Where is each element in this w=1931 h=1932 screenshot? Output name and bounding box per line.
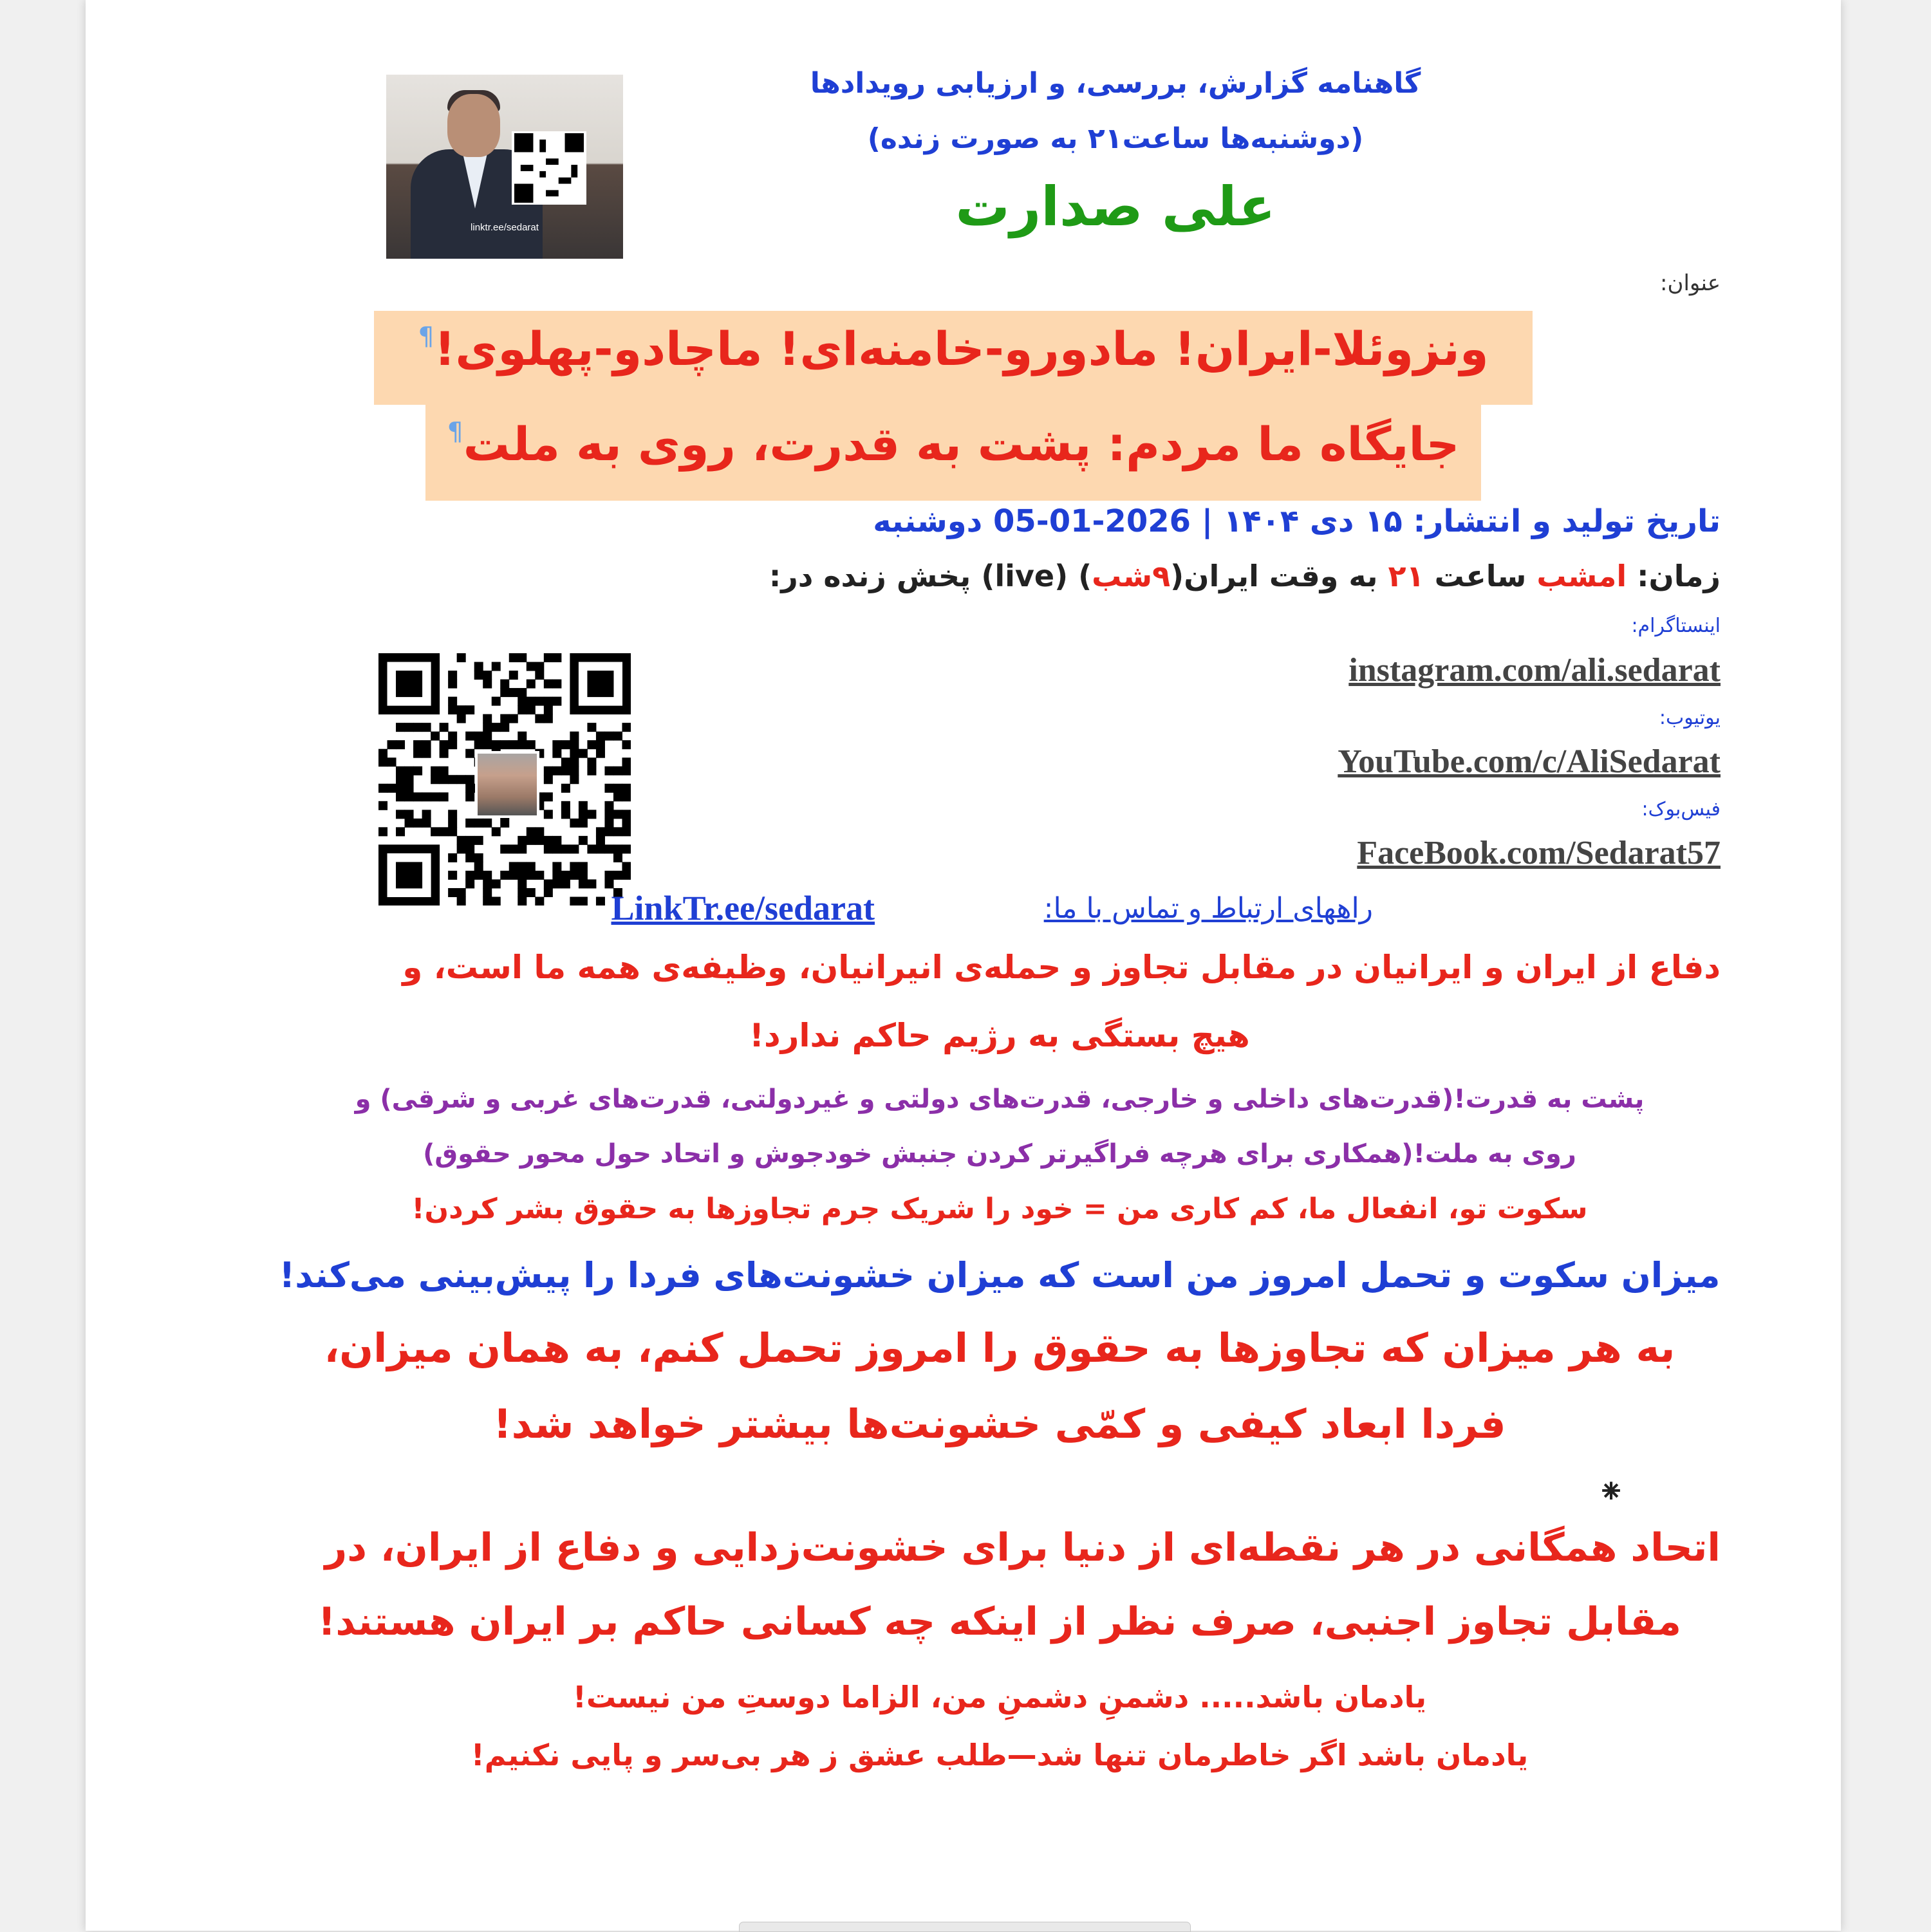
- broadcast-time: زمان: امشب ساعت ۲۱ به وقت ایران(۹شب) (live) پخش زنده در:: [769, 559, 1721, 593]
- reminder-love: یادمان باشد اگر خاطرمان تنها شد—طلب عشق ز هر بی‌سر و پایی نکنیم!: [471, 1738, 1529, 1772]
- publish-date: تاریخ تولید و انتشار: ۱۵ دی ۱۴۰۴ | 2026-01-05 دوشنبه: [873, 503, 1721, 539]
- title-line-2: جایگاه ما مردم: پشت به قدرت، روی به ملت¶: [447, 417, 1460, 471]
- asterisk-divider: ⁕: [1597, 1472, 1625, 1511]
- linktree-link[interactable]: LinkTr.ee/sedarat: [611, 889, 875, 927]
- paragraph-power-line-2: روی به ملت!(همکاری برای هرچه فراگیرتر کردن جنبش خودجوش و اتحاد حول محور حقوق): [423, 1139, 1576, 1169]
- paragraph-silence: سکوت تو، انفعال ما، کم کاری من = خود را شریک جرم تجاوزها به حقوق بشر کردن!: [411, 1193, 1588, 1225]
- pilcrow-mark: ¶: [418, 322, 434, 351]
- facebook-link[interactable]: FaceBook.com/Sedarat57: [1357, 835, 1721, 871]
- document-page: [86, 0, 1841, 1931]
- paragraph-unity-line-2: مقابل تجاوز اجنبی، صرف نظر از اینکه چه کسانی حاکم بر ایران هستند!: [317, 1599, 1682, 1644]
- linktree-qr-code: [378, 653, 631, 906]
- paragraph-defense-line-2: هیچ بستگی به رژیم حاکم ندارد!: [749, 1017, 1250, 1054]
- author-photo: [386, 75, 623, 259]
- title-line-1: ونزوئلا-ایران! مادورو-خامنه‌ای! ماچادو-پهلوی!¶: [418, 322, 1489, 376]
- paragraph-violence-line-2: فردا ابعاد کیفی و کمّی خشونت‌ها بیشتر خواهد شد!: [493, 1400, 1506, 1447]
- reminder-enemy: یادمان باشد..... دشمنِ دشمنِ من، الزاما دوستِ من نیست!: [572, 1680, 1427, 1714]
- youtube-link[interactable]: YouTube.com/c/AliSedarat: [1338, 743, 1721, 780]
- header-line-2: (دوشنبه‌ها ساعت۲۱ به صورت زنده): [867, 122, 1364, 155]
- photo-caption: linktr.ee/sedarat: [471, 222, 539, 233]
- instagram-link[interactable]: instagram.com/ali.sedarat: [1348, 652, 1721, 689]
- paragraph-defense-line-1: دفاع از ایران و ایرانیان در مقابل تجاوز و حمله‌ی انیرانیان، وظیفه‌ی همه ما است، و: [402, 949, 1721, 986]
- contact-label[interactable]: راههای ارتباط و تماس با ما:: [1043, 892, 1373, 925]
- author-name: علی صدارت: [955, 175, 1276, 238]
- pilcrow-mark: ¶: [447, 417, 463, 447]
- instagram-label: اینستاگرام:: [1631, 615, 1721, 637]
- paragraph-tolerance: میزان سکوت و تحمل امروز من است که میزان خشونت‌های فردا را پیش‌بینی می‌کند!: [279, 1255, 1721, 1296]
- youtube-label: یوتیوب:: [1659, 707, 1721, 729]
- facebook-label: فیس‌بوک:: [1641, 798, 1721, 821]
- paragraph-violence-line-1: به هر میزان که تجاوزها به حقوق را امروز تحمل کنم، به همان میزان،: [324, 1324, 1675, 1371]
- subject-label: عنوان:: [1660, 270, 1721, 296]
- paragraph-unity-line-1: اتحاد همگانی در هر نقطه‌ای از دنیا برای خشونت‌زدایی و دفاع از ایران، در: [324, 1525, 1721, 1570]
- paragraph-power-line-1: پشت به قدرت!(قدرت‌های داخلی و خارجی، قدرت‌های دولتی و غیردولتی، قدرت‌های غربی و شرقی) و: [355, 1084, 1645, 1114]
- photo-qr-code: [512, 131, 586, 205]
- qr-center-photo: [475, 751, 539, 818]
- header-line-1: گاهنامه گزارش، بررسی، و ارزیابی رویدادها: [810, 67, 1421, 100]
